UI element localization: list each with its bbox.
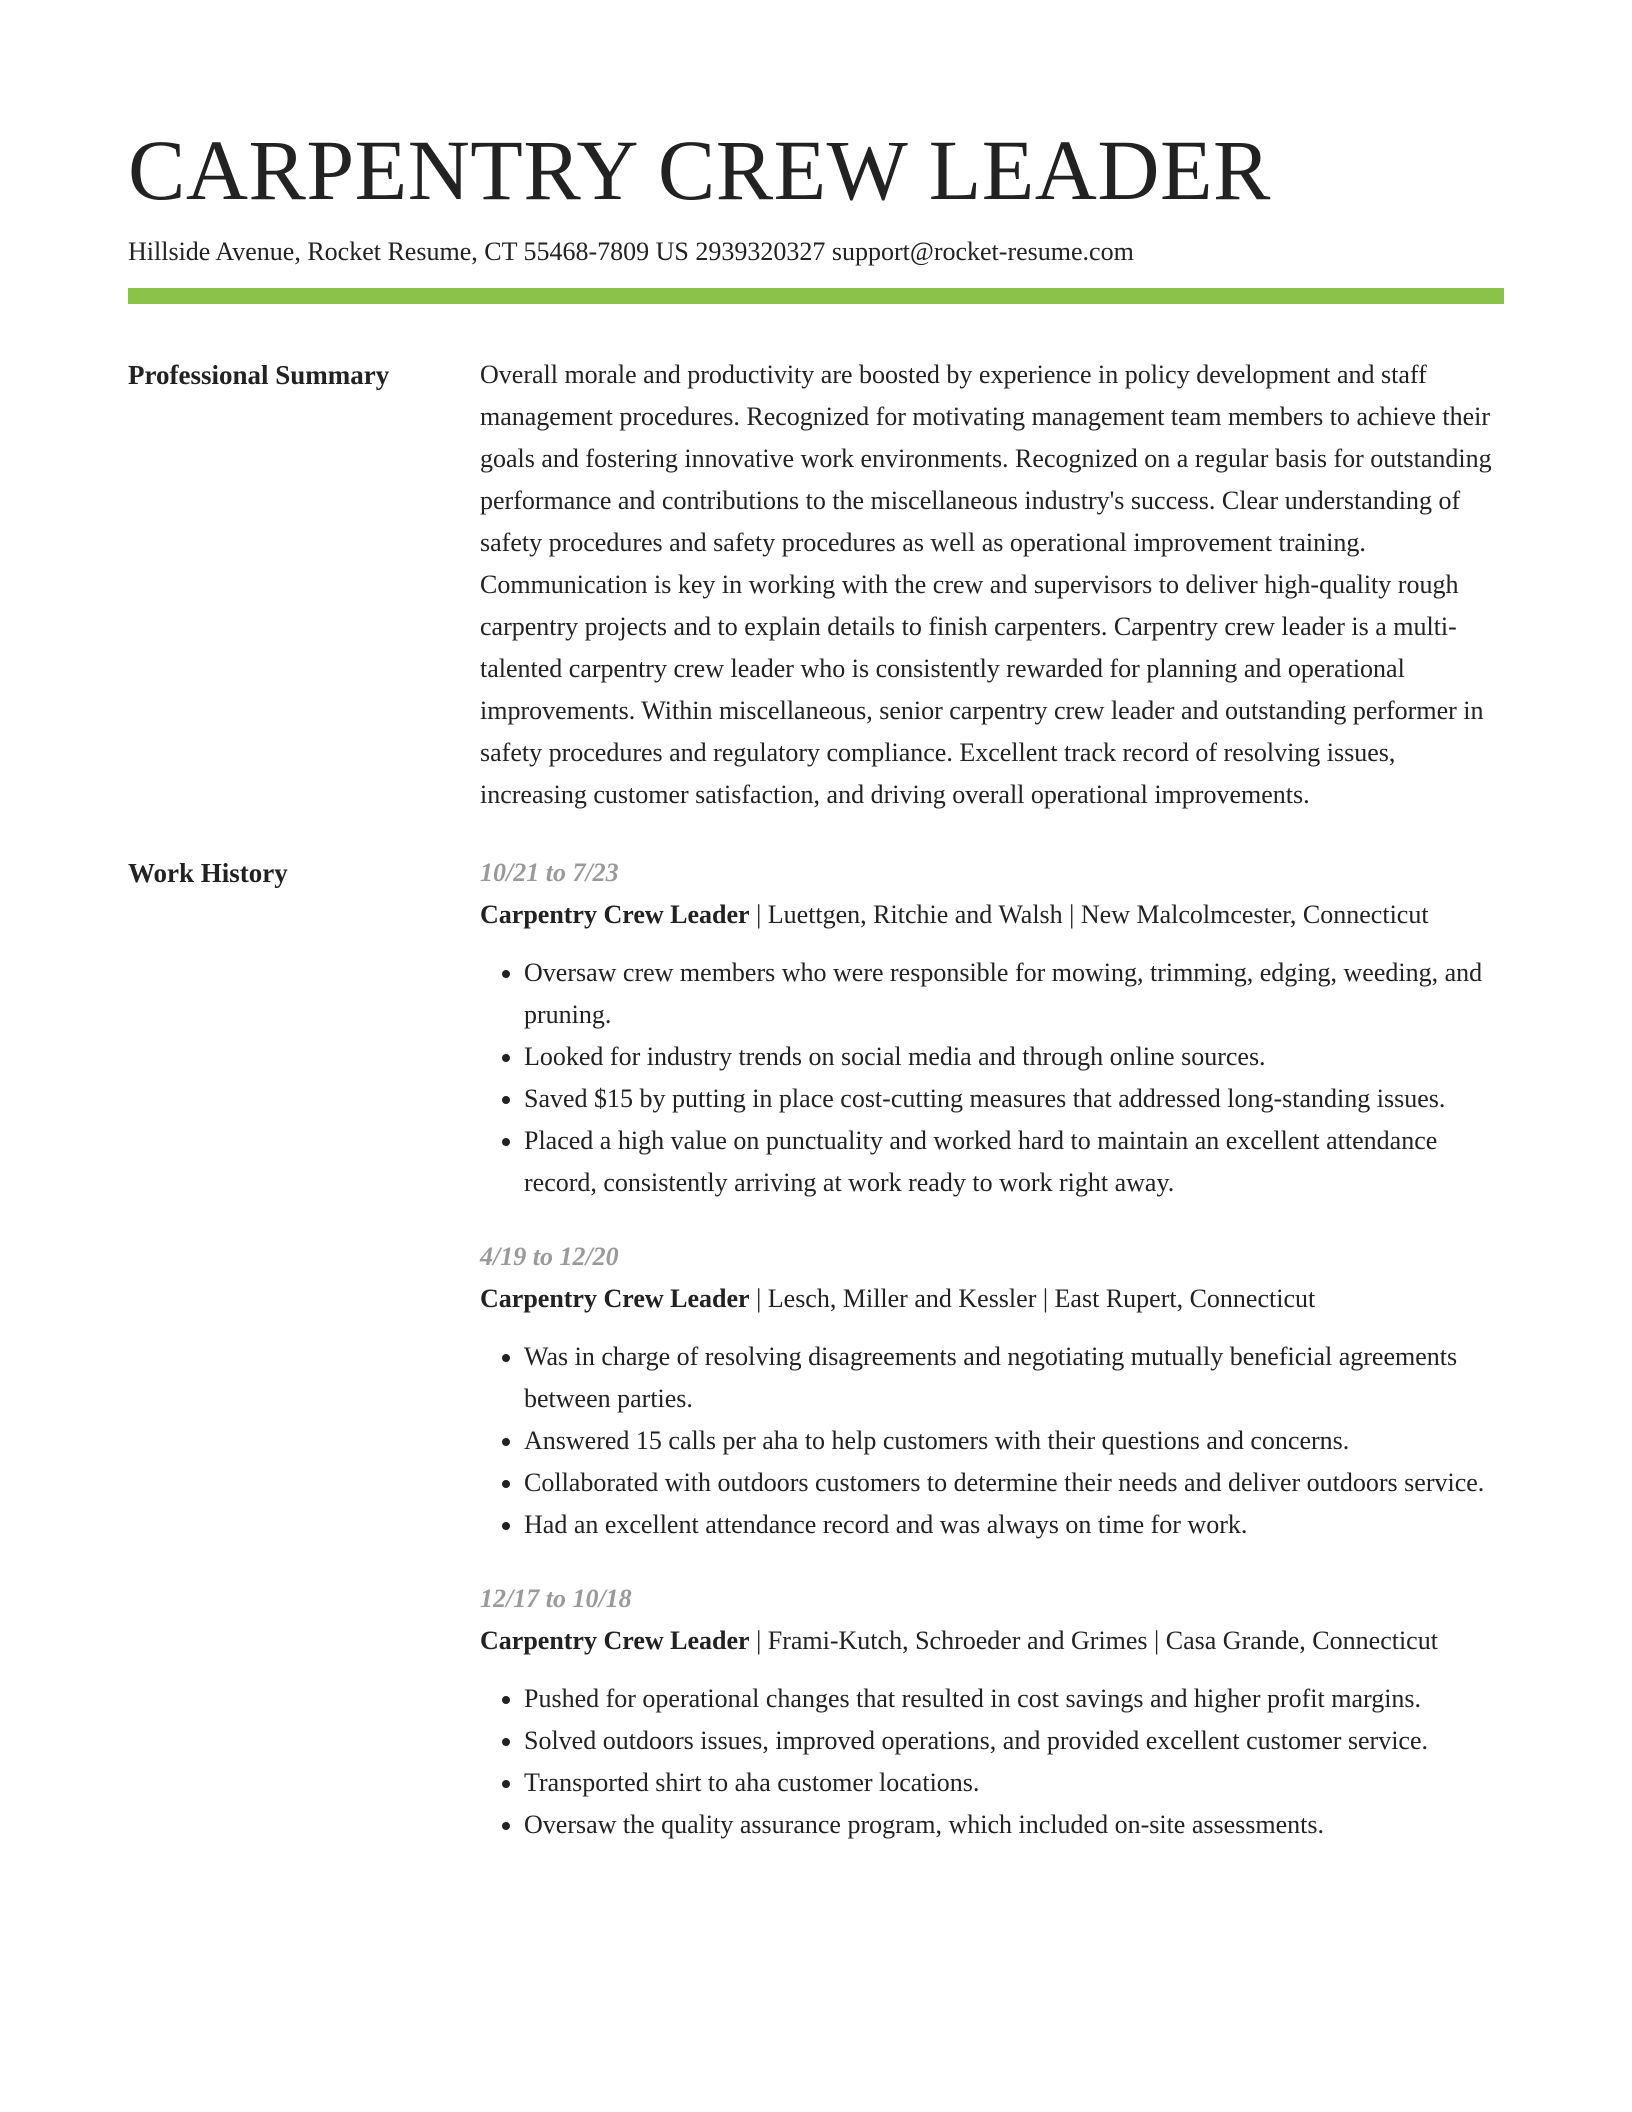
job-details: | Luettgen, Ritchie and Walsh | New Malcolmcester, Connecticut [749, 900, 1429, 929]
summary-heading: Professional Summary [128, 360, 390, 390]
job-title: Carpentry Crew Leader [480, 1284, 750, 1313]
summary-section [128, 354, 1504, 816]
job-role-line [480, 894, 1504, 936]
job-bullets [480, 1336, 1504, 1546]
job-bullet: • Saved $15 by putting in place cost-cutting measures that addressed long-standing issues. [524, 1078, 1504, 1120]
job-bullet: • Transported shirt to aha customer locations. [524, 1762, 1504, 1804]
resume-title: CARPENTRY CREW LEADER [128, 122, 1271, 218]
job-details: | Lesch, Miller and Kessler | East Rupert, Connecticut [749, 1284, 1316, 1313]
work-history-heading: Work History [128, 858, 288, 888]
job-dates: 10/21 to 7/23 [480, 858, 619, 887]
job-entry [480, 852, 1504, 1204]
job-bullet: • Solved outdoors issues, improved operations, and provided excellent customer service. [524, 1720, 1504, 1762]
work-history-content [480, 852, 1504, 1878]
accent-divider [128, 288, 1504, 304]
job-bullet: • Oversaw the quality assurance program, which included on-site assessments. [524, 1804, 1504, 1846]
job-bullets [480, 1678, 1504, 1846]
job-dates: 12/17 to 10/18 [480, 1584, 632, 1613]
summary-text: Overall morale and productivity are boosted by experience in policy development and staff management procedures. Recognized for motivating management team members to achieve their goals and fostering innovative work environments. Recognized on a regular basis for outstanding performance and contributions to the miscellaneous industry's success. Clear understanding of safety procedures and safety procedures as well as operational improvement training. Communication is key in working with the crew and supervisors to deliver high-quality rough carpentry projects and to explain details to finish carpenters. Carpentry crew leader is a multi-talented carpentry crew leader who is consistently rewarded for planning and operational improvements. Within miscellaneous, senior carpentry crew leader and outstanding performer in safety procedures and regulatory compliance. Excellent track record of resolving issues, increasing customer satisfaction, and driving overall operational improvements. [480, 360, 1492, 809]
job-role-line [480, 1620, 1504, 1662]
job-bullet: • Oversaw crew members who were responsible for mowing, trimming, edging, weeding, and pruning. [524, 952, 1504, 1036]
work-history-section [128, 852, 1504, 1878]
job-title: Carpentry Crew Leader [480, 900, 750, 929]
summary-content [480, 354, 1504, 816]
job-bullets [480, 952, 1504, 1204]
job-bullet: • Looked for industry trends on social media and through online sources. [524, 1036, 1504, 1078]
job-details: | Frami-Kutch, Schroeder and Grimes | Casa Grande, Connecticut [749, 1626, 1438, 1655]
job-entry [480, 1578, 1504, 1846]
job-role-line [480, 1278, 1504, 1320]
job-dates: 4/19 to 12/20 [480, 1242, 619, 1271]
job-bullet: • Placed a high value on punctuality and worked hard to maintain an excellent attendance record, consistently arriving at work ready to work right away. [524, 1120, 1504, 1204]
resume-page [128, 0, 1504, 1878]
job-bullet: • Answered 15 calls per aha to help customers with their questions and concerns. [524, 1420, 1504, 1462]
job-bullet: • Pushed for operational changes that resulted in cost savings and higher profit margins. [524, 1678, 1504, 1720]
job-entry [480, 1236, 1504, 1546]
job-bullet: • Collaborated with outdoors customers to determine their needs and deliver outdoors service. [524, 1462, 1504, 1504]
job-title: Carpentry Crew Leader [480, 1626, 750, 1655]
contact-line: Hillside Avenue, Rocket Resume, CT 55468-7809 US 2939320327 support@rocket-resume.com [128, 237, 1134, 266]
job-bullet: • Was in charge of resolving disagreements and negotiating mutually beneficial agreements between parties. [524, 1336, 1504, 1420]
job-bullet: • Had an excellent attendance record and was always on time for work. [524, 1504, 1504, 1546]
